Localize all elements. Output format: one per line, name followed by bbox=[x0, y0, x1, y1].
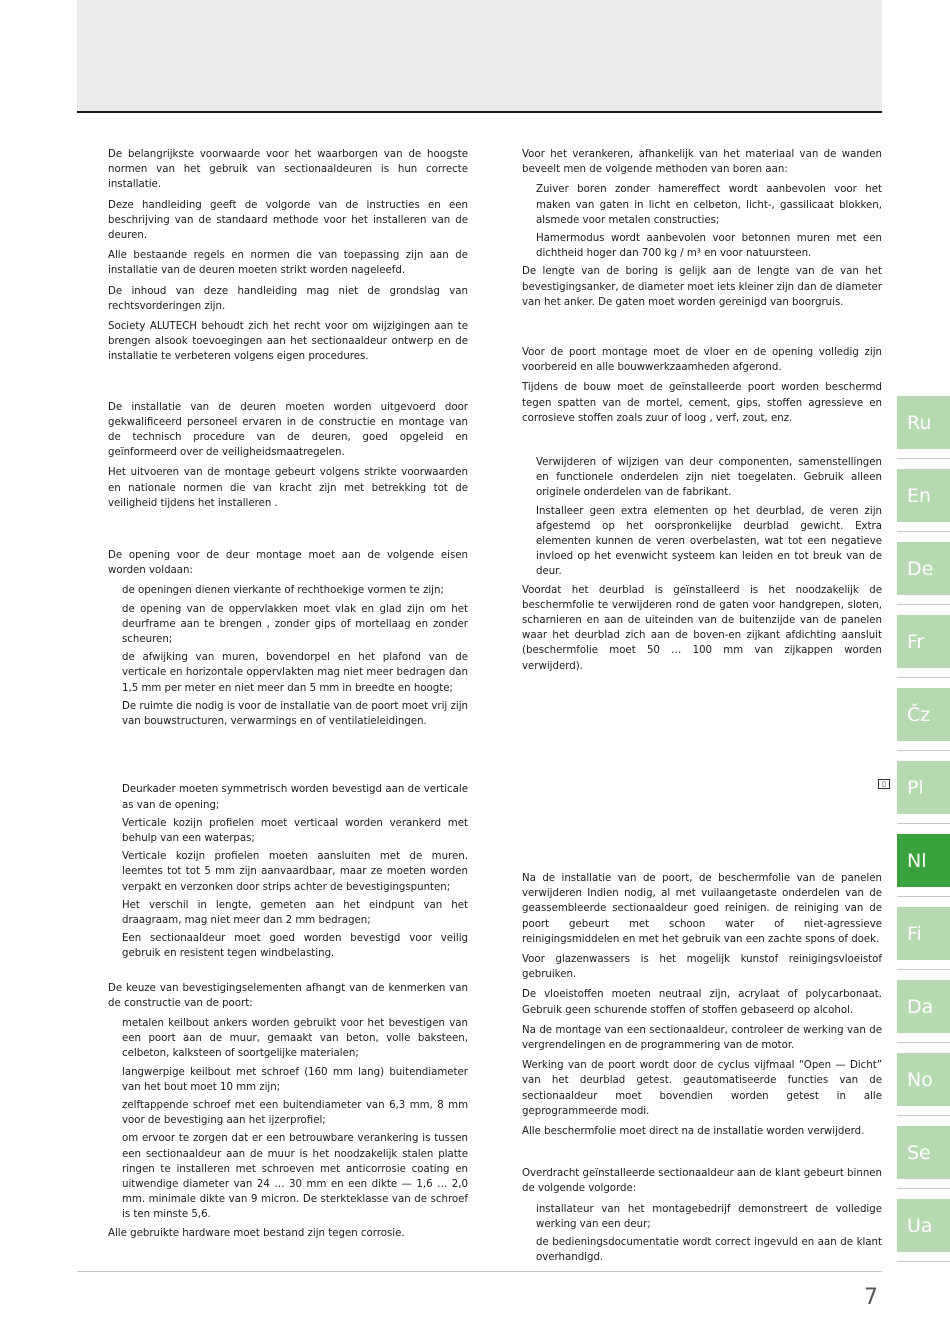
language-tabs bbox=[897, 396, 950, 1272]
page-number: 7 bbox=[864, 1285, 878, 1310]
paragraph: De installatie van de deuren moeten worden uitgevoerd door gekwalificeerd personeel ervaren in de constructie en montage van de technisch procedure van de deuren, goed opgeleid en geïnformeerd over de veiligheidsmaatregelen. bbox=[108, 401, 468, 459]
paragraph: De keuze van bevestigingselementen afhangt van de kenmerken van de constructie van de poort: bbox=[108, 982, 468, 1009]
section-intro bbox=[108, 147, 468, 365]
section-cleaning bbox=[522, 871, 882, 1139]
tab-da[interactable]: Da bbox=[897, 980, 950, 1033]
list-item: installateur van het montagebedrijf demonstreert de volledige werking van een deur; bbox=[536, 1203, 882, 1230]
section-handover bbox=[522, 1166, 882, 1265]
tab-fr[interactable]: Fr bbox=[897, 615, 950, 668]
paragraph: Na de installatie van de poort, de beschermfolie van de panelen verwijderen Indien nodig, al met vuilaangetaste onderdelen van de geassembleerde sectionaaldeur goed reinigen. de reiniging van de poort gebeurt met schoon water of niet-agressieve reinigingsmiddelen en met het gebruik van een zachte spons of doek. bbox=[522, 872, 882, 945]
list-item: langwerpige keilbout met schroef (160 mm lang) buitendiameter van het bout moet 10 mm zijn; bbox=[122, 1066, 468, 1093]
paragraph: Overdracht geïnstalleerde sectionaaldeur aan de klant gebeurt binnen de volgende volgorde: bbox=[522, 1168, 882, 1195]
paragraph: De inhoud van deze handleiding mag niet de grondslag van rechtsvorderingen zijn. bbox=[108, 285, 468, 312]
paragraph: De vloeistoffen moeten neutraal zijn, acrylaat of polycarbonaat. Gebruik geen schurende stoffen of stoffen gebaseerd op alcohol. bbox=[522, 989, 882, 1016]
list-item: de openingen dienen vierkante of rechthoekige vormen te zijn; bbox=[122, 585, 444, 597]
tab-en[interactable]: En bbox=[897, 469, 950, 522]
paragraph: Tijdens de bouw moet de geïnstalleerde poort worden beschermd tegen spatten van de mortel, cement, gips, stoffen agressieve en corrosieve stoffen zoals zuur of loog , verf, zout, enz. bbox=[522, 382, 882, 424]
list-item: Deurkader moeten symmetrisch worden bevestigd aan de verticale as van de opening; bbox=[122, 784, 468, 811]
tab-nl[interactable]: Nl bbox=[897, 834, 950, 887]
list-item: Een sectionaaldeur moet goed worden bevestigd voor veilig gebruik en resistent tegen windbelasting. bbox=[122, 933, 468, 960]
section-frame bbox=[108, 782, 468, 961]
list-item: metalen keilbout ankers worden gebruikt voor het bevestigen van een poort aan de muur, gemaakt van beton, volle baksteen, celbeton, kalksteen of soortgelijke materialen; bbox=[122, 1017, 468, 1060]
section-opening bbox=[108, 548, 468, 729]
list-item: Verticale kozijn profielen moeten aansluiten met de muren. leemtes tot tot 5 mm zijn aanvaardbaar, maar ze moeten worden verpakt en verzonken door strips achter de bevestigingspunten; bbox=[122, 851, 468, 893]
paragraph: Voordat het deurblad is geïnstalleerd is het noodzakelijk de beschermfolie te verwijderen rond de gaten voor handgrepen, sloten, scharnieren en aan de uiteinden van de buitenzijde van de panelen waar het deurblad zich aan de boven-en zijkant afdichting aansluit (beschermfolie moet 50 … 100 mm van zijkappen worden verwijderd). bbox=[522, 584, 882, 672]
paragraph: De lengte van de boring is gelijk aan de lengte van de van het bevestigingsanker, de diameter moet iets kleiner zijn dan de diameter van het anker. De gaten moet worden gereinigd van boorgruis. bbox=[522, 266, 882, 308]
paragraph: Voor de poort montage moet de vloer en de opening volledig zijn voorbereid en alle bouwwerkzaamheden afgerond. bbox=[522, 347, 882, 374]
paragraph: De belangrijkste voorwaarde voor het waarborgen van de hoogste normen van het gebruik van sectionaaldeuren is hun correcte installatie. bbox=[108, 149, 468, 191]
list-item: Installeer geen extra elementen op het deurblad, de veren zijn afgestemd op het oorspronkelijke deurblad gewicht. Extra elementen kunnen de veren overbelasten, wat tot een negatieve invloed op het evenwicht systeem kan leiden en tot breuk van de deur. bbox=[536, 505, 882, 578]
left-column bbox=[108, 147, 468, 1246]
list-item: Zuiver boren zonder hamereffect wordt aanbevolen voor het maken van gaten in licht en celbeton, licht-, gassilicaat blokken, alsmede voor metalen constructies; bbox=[536, 184, 882, 226]
paragraph: Alle beschermfolie moet direct na de installatie worden verwijderd. bbox=[522, 1125, 865, 1137]
footer-divider bbox=[77, 1271, 882, 1272]
tab-ru[interactable]: Ru bbox=[897, 396, 950, 449]
list-item: de opening van de oppervlakken moet vlak en glad zijn om het deurframe aan te brengen , zonder gips of mortellaag en zonder scheuren; bbox=[122, 603, 468, 646]
list-item: Hamermodus wordt aanbevolen voor betonnen muren met een dichtheid hoger dan 700 kg / m³ en voor natuursteen. bbox=[536, 233, 882, 260]
list-item: om ervoor te zorgen dat er een betrouwbare verankering is tussen een sectionaaldeur aan de muur is het noodzakelijk stalen platte ringen te installeren met schroeven met anticorrosie coating en uitwendige diameter van 24 … 30 mm en een dikte — 1,6 … 2,0 mm. minimale dikte van 9 micron. De sterkteklasse van de schroef is ten minste 5,6. bbox=[122, 1133, 468, 1221]
tab-se[interactable]: Se bbox=[897, 1126, 950, 1179]
tab-pl[interactable]: Pl bbox=[897, 761, 950, 814]
section-floor bbox=[522, 345, 882, 426]
list-item: de bedieningsdocumentatie wordt correct ingevuld en aan de klant overhandigd. bbox=[536, 1236, 882, 1264]
header-band bbox=[77, 0, 882, 113]
tab-de[interactable]: De bbox=[897, 542, 950, 595]
tab-fi[interactable]: Fi bbox=[897, 907, 950, 960]
paragraph: Na de montage van een sectionaaldeur, controleer de werking van de vergrendelingen en de programmering van de motor. bbox=[522, 1024, 882, 1051]
list-item: Verwijderen of wijzigen van deur componenten, samenstellingen en functionele onderdelen zijn niet toegelaten. Gebruik alleen originele onderdelen van de fabrikant. bbox=[536, 457, 882, 499]
paragraph: Alle bestaande regels en normen die van toepassing zijn aan de installatie van de deuren moeten strikt worden nageleefd. bbox=[108, 250, 468, 277]
paragraph: Voor glazenwassers is het mogelijk kunstof reinigingsvloeistof gebruiken. bbox=[522, 953, 882, 981]
tab-ua[interactable]: Ua bbox=[897, 1199, 950, 1252]
list-item: Verticale kozijn profielen moet verticaal worden verankerd met behulp van een waterpas; bbox=[122, 817, 468, 844]
paragraph: Society ALUTECH behoudt zich het recht voor om wijzigingen aan te brengen alsook toevoegingen aan het sectionaaldeur ontwerp en de installatie te verbeteren volgens eigen procedures. bbox=[108, 321, 468, 363]
tab-cz[interactable]: Čz bbox=[897, 688, 950, 741]
right-column bbox=[522, 147, 882, 1268]
paragraph: Alle gebruikte hardware moet bestand zijn tegen corrosie. bbox=[108, 1227, 405, 1239]
tab-no[interactable]: No bbox=[897, 1053, 950, 1106]
section-drilling bbox=[522, 147, 882, 310]
list-item: Het verschil in lengte, gemeten aan het eindpunt van het draagraam, mag niet meer dan 2 mm bedragen; bbox=[122, 899, 468, 926]
paragraph: Deze handleiding geeft de volgorde van de instructies en een beschrijving van de standaard methode voor het installeren van de deuren. bbox=[108, 199, 468, 242]
section-fasteners bbox=[108, 981, 468, 1241]
section-personnel bbox=[108, 400, 468, 511]
list-item: zelftappende schroef met een buitendiameter van 6,3 mm, 8 mm voor de bevestiging aan het ijzerprofiel; bbox=[122, 1099, 468, 1127]
paragraph: Werking van de poort wordt door de cyclus vijfmaal “Open — Dicht” van het deurblad getest. geautomatiseerde functies van de sectionaaldeur moet bovendien worden getest in alle geprogrammeerde modi. bbox=[522, 1060, 882, 1117]
list-item: de afwijking van muren, bovendorpel en het plafond van de verticale en horizontale oppervlakten mag niet meer bedragen dan 1,5 mm per meter en niet meer dan 5 mm in breedte en hoogte; bbox=[122, 652, 468, 694]
book-icon: ▯ bbox=[878, 779, 890, 789]
list-item: De ruimte die nodig is voor de installatie van de poort moet vrij zijn van bouwstructuren, verwarmings en of ventilatieleidingen. bbox=[122, 700, 468, 728]
paragraph: Voor het verankeren, afhankelijk van het materiaal van de wanden beveelt men de volgende methoden van boren aan: bbox=[522, 149, 882, 176]
paragraph: Het uitvoeren van de montage gebeurt volgens strikte voorwaarden en nationale normen die van kracht zijn met betrekking tot de veiligheid tijdens het installeren . bbox=[108, 467, 468, 509]
paragraph: De opening voor de deur montage moet aan de volgende eisen worden voldaan: bbox=[108, 550, 468, 577]
section-warnings bbox=[522, 455, 882, 674]
